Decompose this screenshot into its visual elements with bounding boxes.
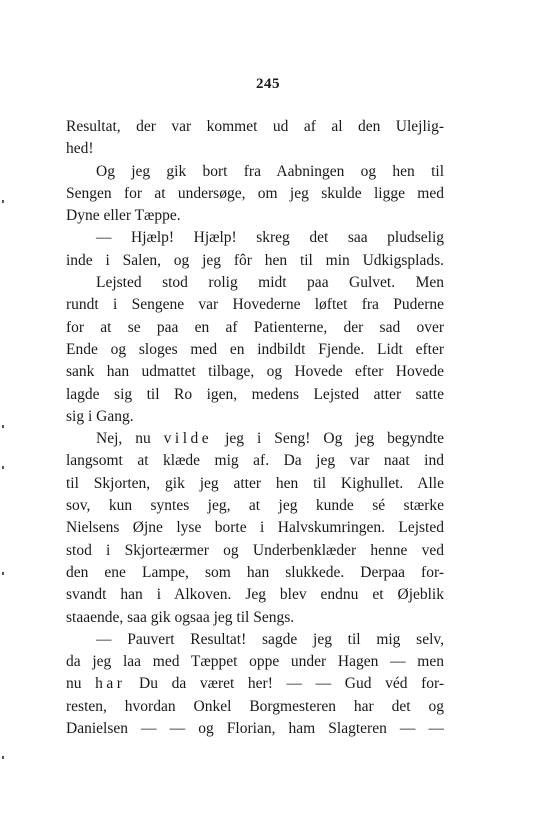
text-line: lagde sig til Ro igen, medens Lejsted atter satte: [66, 385, 444, 403]
text-line: Dyne eller Tæppe.: [66, 207, 181, 225]
text-line: resten, hvordan Onkel Borgmesteren har det og: [66, 697, 444, 715]
text-line: stod i Skjorteærmer og Underbenklæder henne ved: [66, 541, 444, 559]
text-line: Ende og sloges med en indbildt Fjende. Lidt efter: [66, 340, 444, 358]
text-line: da jeg laa med Tæppet oppe under Hagen — men: [66, 653, 444, 671]
emphasized-word: har: [95, 675, 126, 693]
text-line: svandt han i Alkoven. Jeg blev endnu et Øjeblik: [66, 586, 444, 604]
text-line: staaende, saa gik ogsaa jeg til Sengs.: [66, 608, 295, 626]
text-line: rundt i Sengene var Hovederne løftet fra Puderne: [66, 296, 444, 314]
scan-speck: [2, 425, 4, 428]
text-line: langsomt at klæde mig af. Da jeg var naat ind: [66, 452, 444, 470]
text-line: Lejsted stod rolig midt paa Gulvet. Men: [96, 274, 444, 292]
text-line: den ene Lampe, som han slukkede. Derpaa for-: [66, 563, 444, 581]
text-line: sank han udmattet tilbage, og Hovede efter Hovede: [66, 363, 444, 381]
text-line: Danielsen — — og Florian, ham Slagteren — —: [66, 720, 444, 738]
text-line: inde i Salen, og jeg fôr hen til min Udkigsplads.: [66, 251, 444, 269]
text-line: Resultat, der var kommet ud af al den Ulejlig-: [66, 118, 444, 135]
emphasized-word: vilde: [163, 430, 213, 448]
scan-speck: [2, 200, 4, 203]
text-line: hed!: [66, 140, 94, 158]
text-line-emphasis: Nej, nu vilde jeg i Seng! Og jeg begyndte: [96, 430, 444, 448]
text-line: — Hjælp! Hjælp! skreg det saa pludselig: [96, 229, 444, 247]
scan-speck: [2, 756, 4, 759]
page-number: 245: [256, 76, 280, 92]
scan-speck: [2, 466, 4, 469]
text-line: Og jeg gik bort fra Aabningen og hen til: [96, 162, 444, 180]
scan-speck: [2, 572, 4, 575]
text-line: Sengen for at undersøge, om jeg skulde ligge med: [66, 184, 444, 202]
text-line: til Skjorten, gik jeg atter hen til Kighullet. Alle: [66, 474, 444, 492]
text-line-emphasis: nu har Du da været her! — — Gud véd for-: [66, 675, 444, 693]
text-line: Nielsens Øjne lyse borte i Halvskumringen. Lejsted: [66, 519, 444, 537]
text-line: sov, kun syntes jeg, at jeg kunde sé stærke: [66, 497, 444, 515]
text-line: — Pauvert Resultat! sagde jeg til mig selv,: [96, 630, 444, 648]
body-text: [66, 116, 444, 740]
text-line: sig i Gang.: [66, 407, 134, 425]
text-line: for at se paa en af Patienterne, der sad over: [66, 318, 444, 336]
